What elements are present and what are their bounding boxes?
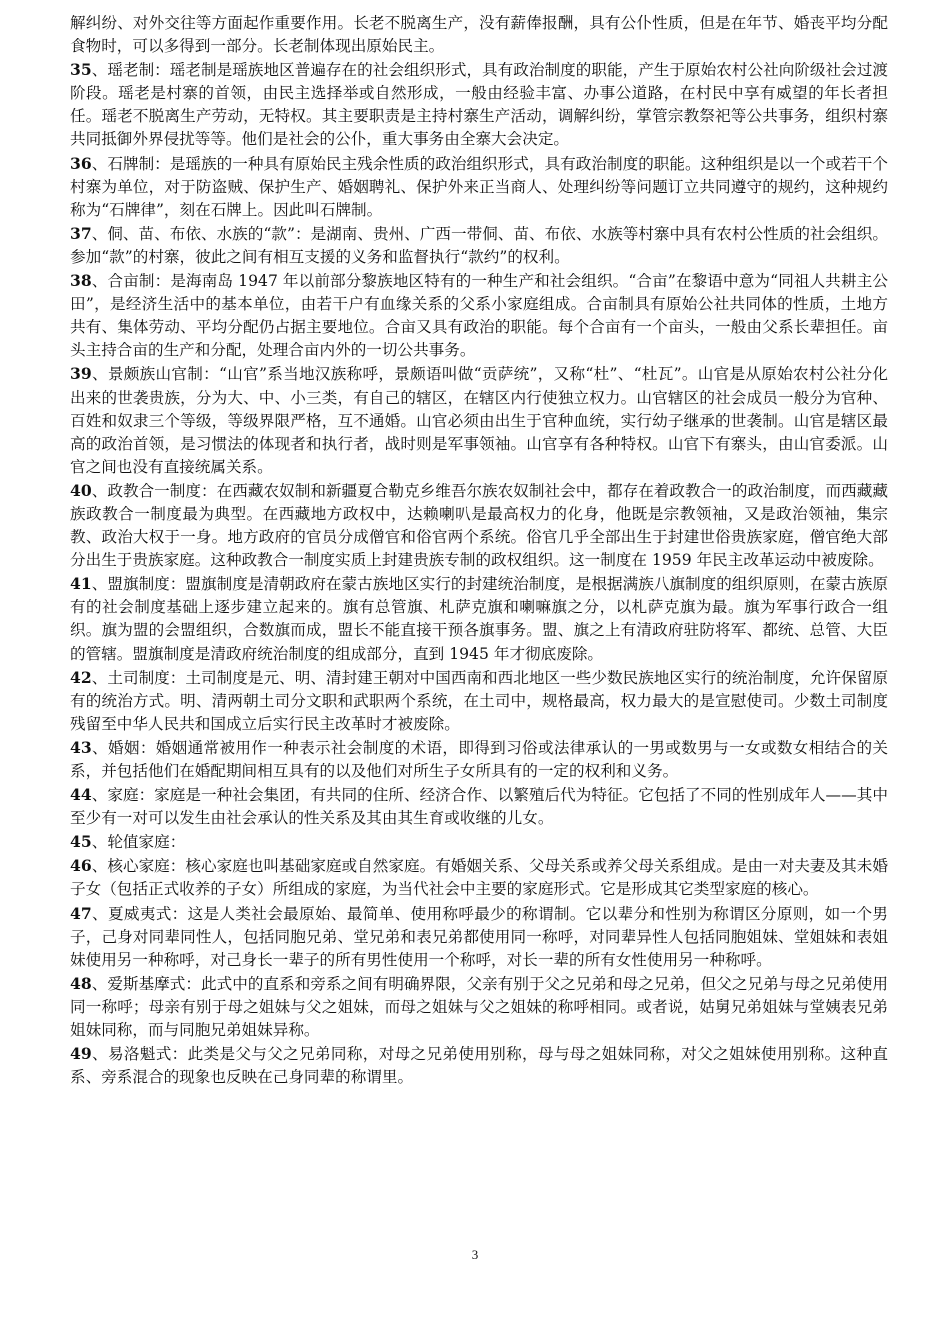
entry-number: 37 bbox=[70, 223, 92, 243]
entry-paragraph bbox=[70, 736, 888, 783]
entry-separator: 、 bbox=[91, 904, 108, 923]
entry-number: 41 bbox=[70, 574, 92, 594]
entry-separator: 、 bbox=[91, 668, 108, 687]
entry-text: 侗、苗、布依、水族的“款”：是湖南、贵州、广西一带侗、苗、布依、水族等村寨中具有农村公性质的社会组织。参加“款”的村寨，彼此之间有相互支援的义务和监督执行“款约”的权利。 bbox=[70, 224, 888, 266]
entry-text: 政教合一制度：在西藏农奴制和新疆夏合勒克乡维吾尔族农奴制社会中，都存在着政教合一的政治制度，而西藏藏族政教合一制度最为典型。在西藏地方政权中，达赖喇叭是最高权力的化身，他既是宗教领袖，又是政治领袖，集宗教、政治大权于一身。地方政府的官员分成僧官和俗官两个系统。俗官几乎全部出生于封建世俗贵族家庭，僧官绝大部分出生于贵族家庭。这种政教合一制度实质上封建贵族专制的政权组织。这一制度在 1959 年民主改革运动中被废除。 bbox=[70, 481, 888, 570]
entry-number: 42 bbox=[70, 667, 92, 687]
entry-separator: 、 bbox=[91, 365, 108, 384]
entry-number: 38 bbox=[70, 271, 92, 291]
entry-text: 易洛魁式：此类是父与父之兄弟同称，对母之兄弟使用别称，母与母之姐妹同称，对父之姐妹使用别称。这种直系、旁系混合的现象也反映在己身同辈的称谓里。 bbox=[70, 1045, 888, 1087]
entry-paragraph bbox=[70, 58, 888, 151]
entry-separator: 、 bbox=[91, 481, 108, 500]
entry-text: 婚姻：婚姻通常被用作一种表示社会制度的术语，即得到习俗或法律承认的一男或数男与一女或数女相结合的关系，并包括他们在婚配期间相互具有的以及他们对所生子女所具有的一定的权利和义务。 bbox=[70, 738, 888, 780]
entry-number: 43 bbox=[70, 737, 92, 757]
entry-separator: 、 bbox=[91, 575, 108, 594]
entry-separator: 、 bbox=[91, 272, 108, 291]
entry-number: 44 bbox=[70, 785, 92, 805]
entry-number: 39 bbox=[70, 364, 92, 384]
entry-number: 48 bbox=[70, 973, 92, 993]
entry-paragraph bbox=[70, 362, 888, 478]
entry-paragraph bbox=[70, 572, 888, 665]
entry-list bbox=[70, 58, 888, 1089]
entry-number: 40 bbox=[70, 480, 92, 500]
entry-paragraph bbox=[70, 666, 888, 736]
entry-paragraph bbox=[70, 269, 888, 362]
entry-text: 爱斯基摩式：此式中的直系和旁系之间有明确界限，父亲有别于父之兄弟和母之兄弟，但父之兄弟与母之兄弟使用同一称呼；母亲有别于母之姐妹与父之姐妹，而母之姐妹与父之姐妹的称呼相同。或者说，姑舅兄弟姐妹与堂姨表兄弟姐妹同称，而与同胞兄弟姐妹异称。 bbox=[70, 974, 888, 1040]
entry-paragraph bbox=[70, 1042, 888, 1089]
entry-text: 石牌制：是瑶族的一种具有原始民主残余性质的政治组织形式，具有政治制度的职能。这种组织是以一个或若干个村寨为单位，对于防盗贼、保护生产、婚姻聘礼、保护外来正当商人、处理纠纷等问题订立共同遵守的规约，这种规约称为“石牌律”，刻在石牌上。因此叫石牌制。 bbox=[70, 154, 888, 219]
entry-separator: 、 bbox=[91, 1045, 108, 1064]
entry-text: 轮值家庭： bbox=[107, 833, 186, 852]
entry-number: 36 bbox=[70, 153, 92, 173]
entry-separator: 、 bbox=[91, 833, 108, 852]
document-body bbox=[70, 12, 888, 1089]
entry-paragraph bbox=[70, 972, 888, 1042]
entry-paragraph bbox=[70, 854, 888, 901]
entry-paragraph bbox=[70, 783, 888, 830]
entry-text: 盟旗制度：盟旗制度是清朝政府在蒙古族地区实行的封建统治制度，是根据满族八旗制度的组织原则，在蒙古族原有的社会制度基础上逐步建立起来的。旗有总管旗、札萨克旗和喇嘛旗之分，以札萨克旗为最。旗为军事行政合一组织。旗为盟的会盟组织，合数旗而成，盟长不能直接干预各旗事务。盟、旗之上有清政府驻防将军、都统、总管、大臣的管辖。盟旗制度是清政府统治制度的组成部分，直到 1945 年才彻底废除。 bbox=[70, 575, 888, 663]
entry-number: 46 bbox=[70, 856, 92, 876]
entry-paragraph bbox=[70, 152, 888, 222]
entry-separator: 、 bbox=[91, 224, 108, 243]
entry-paragraph bbox=[70, 830, 888, 854]
entry-paragraph bbox=[70, 902, 888, 972]
entry-text: 土司制度：土司制度是元、明、清封建王朝对中国西南和西北地区一些少数民族地区实行的统治制度，允许保留原有的统治方式。明、清两朝土司分文职和武职两个系统，在土司中，规格最高，权力最大的是宣慰使司。少数土司制度残留至中华人民共和国成立后实行民主改革时才被废除。 bbox=[70, 668, 888, 733]
entry-separator: 、 bbox=[91, 61, 108, 80]
entry-number: 47 bbox=[70, 903, 92, 923]
entry-text: 景颇族山官制：“山官”系当地汉族称呼，景颇语叫做“贡萨统”，又称“杜”、“杜瓦”。山官是从原始农村公社分化出来的世袭贵族，分为大、中、小三类，有自己的辖区，在辖区内行使独立权力。山官辖区的社会成员一般分为官种、百姓和奴隶三个等级，等级界限严格，互不通婚。山官必须由出生于官种血统，实行幼子继承的世袭制。山官是辖区最高的政治首领，是习惯法的体现者和执行者，战时则是军事领袖。山官享有各种特权。山官下有寨头，由山官委派。山官之间也没有直接统属关系。 bbox=[70, 365, 888, 476]
entry-separator: 、 bbox=[91, 154, 108, 173]
entry-paragraph bbox=[70, 222, 888, 269]
entry-separator: 、 bbox=[91, 857, 108, 876]
entry-number: 35 bbox=[70, 60, 92, 80]
entry-text: 夏威夷式：这是人类社会最原始、最简单、使用称呼最少的称谓制。它以辈分和性别为称谓区分原则，如一个男子，己身对同辈同性人，包括同胞兄弟、堂兄弟和表兄弟都使用同一称呼，对同辈异性人包括同胞姐妹、堂姐妹和表姐妹使用另一种称呼，对己身长一辈子的所有男性使用一个称呼，对长一辈的所有女性使用另一种称呼。 bbox=[70, 904, 888, 969]
entry-separator: 、 bbox=[91, 738, 108, 757]
intro-paragraph: 解纠纷、对外交往等方面起作重要作用。长老不脱离生产，没有薪俸报酬，具有公仆性质，但是在年节、婚丧平均分配食物时，可以多得到一部分。长老制体现出原始民主。 bbox=[70, 14, 888, 56]
entry-text: 瑶老制：瑶老制是瑶族地区普遍存在的社会组织形式，具有政治制度的职能，产生于原始农村公社向阶级社会过渡阶段。瑶老是村寨的首领，由民主选择举或自然形成，一般由经验丰富、办事公道路，在村民中享有威望的年长者担任。瑶老不脱离生产劳动，无特权。其主要职责是主持村寨生产活动，调解纠纷，掌管宗教祭祀等公共事务，组织村寨共同抵御外界侵扰等等。他们是社会的公仆，重大事务由全寨大会决定。 bbox=[70, 61, 888, 149]
entry-separator: 、 bbox=[91, 974, 108, 993]
entry-number: 45 bbox=[70, 832, 92, 852]
entry-text: 核心家庭：核心家庭也叫基础家庭或自然家庭。有婚姻关系、父母关系或养父母关系组成。是由一对夫妻及其未婚子女（包括正式收养的子女）所组成的家庭，为当代社会中主要的家庭形式。它是形成其它类型家庭的核心。 bbox=[70, 857, 888, 899]
entry-text: 家庭：家庭是一种社会集团，有共同的住所、经济合作、以繁殖后代为特征。它包括了不同的性别成年人——其中至少有一对可以发生由社会承认的性关系及其由其生育或收继的儿女。 bbox=[70, 786, 888, 828]
page-number: 3 bbox=[471, 1247, 479, 1262]
entry-text: 合亩制：是海南岛 1947 年以前部分黎族地区特有的一种生产和社会组织。“合亩”在黎语中意为“同祖人共耕主公田”，是经济生活中的基本单位，由若干户有血缘关系的父系小家庭组成。合亩制具有原始公社共同体的性质，土地方共有、集体劳动、平均分配仍占据主要地位。合亩又具有政治的职能。每个合亩有一个亩头，一般由父系长辈担任。亩头主持合亩的生产和分配，处理合亩内外的一切公共事务。 bbox=[70, 272, 888, 360]
entry-paragraph bbox=[70, 479, 888, 572]
entry-number: 49 bbox=[70, 1044, 92, 1064]
entry-separator: 、 bbox=[91, 786, 108, 805]
